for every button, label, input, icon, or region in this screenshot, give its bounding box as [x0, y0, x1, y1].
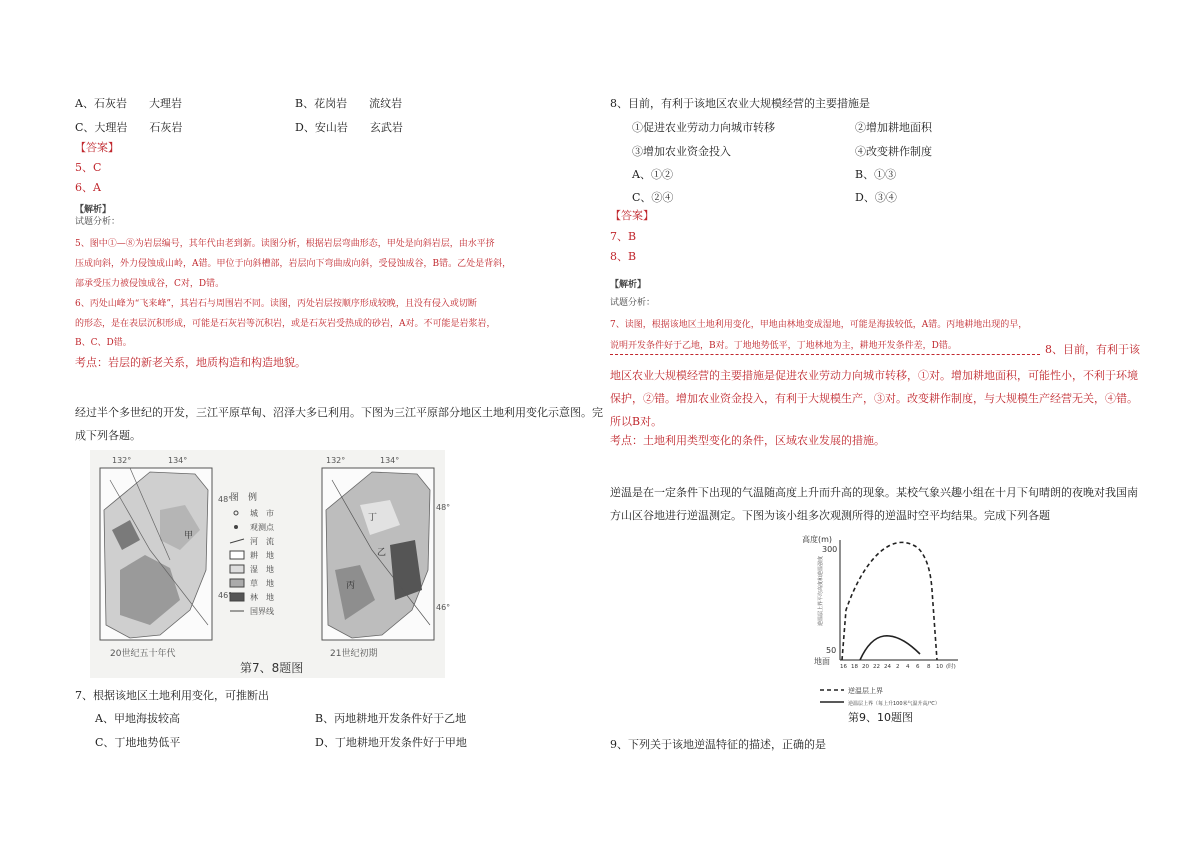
- y-tick-ground: 地面: [814, 657, 830, 666]
- analysis-line: 6、丙处山峰为“飞来峰”，其岩石与周围岩不同。读图，丙处岩层按顺序形成较晚，且没有侵入或切断: [75, 299, 477, 309]
- lat-label: 46°: [218, 591, 233, 600]
- q6-option-c: C、大理岩 石灰岩: [75, 121, 183, 134]
- x-tick: 16: [840, 664, 847, 670]
- x-tick: 2: [896, 664, 900, 670]
- lon-label: 132°: [326, 456, 346, 465]
- q7-option-b: B、丙地耕地开发条件好于乙地: [315, 712, 467, 725]
- legend-item: 观测点: [250, 523, 274, 532]
- legend-title: 图 例: [230, 493, 258, 503]
- map-caption-right: 21世纪初期: [330, 649, 378, 659]
- analysis-7-line: 说明开发条件好于乙地，B对。丁地地势低平，丁地林地为主，耕地开发条件差，D错。: [610, 341, 957, 351]
- inversion-intensity-curve: [860, 636, 920, 660]
- legend-item: 草 地: [250, 579, 274, 588]
- answer-title-left: 【答案】: [75, 141, 119, 154]
- legend-item: 城 市: [250, 509, 274, 518]
- legend-item: 耕 地: [250, 551, 274, 560]
- legend-item: 林 地: [250, 593, 274, 602]
- legend-item: 逆温层上界（每上升100米气温升高/℃）: [848, 701, 940, 707]
- answer-7: 7、B: [610, 230, 637, 243]
- analysis-line: 部承受压力被侵蚀成谷，C对，D错。: [75, 279, 225, 289]
- q8-stem: 8、目前，有利于该地区农业大规模经营的主要措施是: [610, 97, 870, 110]
- map-figure-title: 第7、8题图: [240, 661, 304, 675]
- analysis-subtitle-left: 试题分析：: [75, 217, 121, 227]
- analysis-title-right: 【解析】: [610, 280, 647, 290]
- analysis-7-line: 7、读图，根据该地区土地利用变化，甲地由林地变成湿地，可能是海拔较低，A错。丙地耕地出现的早，: [610, 320, 1028, 330]
- q8-choice-3: ③增加农业资金投入: [632, 145, 731, 158]
- x-tick: 4: [906, 664, 910, 670]
- y-tick: 300: [822, 545, 838, 554]
- q8-option-c: C、②④: [632, 191, 674, 204]
- q6-option-b: B、花岗岩 流纹岩: [295, 97, 403, 110]
- map-point-label: 甲: [184, 531, 194, 541]
- analysis-line: 压成向斜，外力侵蚀成山岭，A错。甲位于向斜槽部，岩层向下弯曲成向斜，受侵蚀成谷，B错。乙处是背斜，: [75, 259, 512, 269]
- y-tick: 50: [826, 646, 837, 655]
- analysis-8-start: 8、目前，有利于该: [1045, 343, 1140, 356]
- analysis-subtitle-right: 试题分析：: [610, 298, 656, 308]
- analysis-line: B、C、D错。: [75, 338, 132, 348]
- intro-paragraph-line: 成下列各题。: [75, 429, 141, 442]
- legend-item: 逆温层上界: [848, 687, 883, 695]
- land-use-map-figure: [90, 450, 451, 678]
- lat-label: 48°: [218, 495, 233, 504]
- legend-item: 河 流: [250, 537, 274, 546]
- q8-option-a: A、①②: [632, 168, 673, 181]
- lon-label: 134°: [380, 456, 400, 465]
- analysis-line: 5、图中①—⑧为岩层编号，其年代由老到新。读图分析，根据岩层弯曲形态，甲处是向斜岩层，由水平挤: [75, 239, 495, 249]
- q8-option-b: B、①③: [855, 168, 897, 181]
- chart-ylabel: 高度(m): [802, 535, 833, 544]
- answer-5: 5、C: [75, 161, 102, 174]
- kaodian-left: 考点：岩层的新老关系，地质构造和构造地貌。: [75, 356, 306, 369]
- x-tick: 8: [927, 664, 931, 670]
- x-tick: 24: [884, 664, 891, 670]
- q7-option-d: D、丁地耕地开发条件好于甲地: [315, 736, 467, 749]
- inversion-upper-curve: [842, 542, 937, 660]
- answer-title-right: 【答案】: [610, 209, 654, 222]
- answer-6: 6、A: [75, 181, 101, 194]
- legend-item: 国界线: [250, 607, 274, 616]
- q9-stem: 9、下列关于该地逆温特征的描述，正确的是: [610, 738, 826, 751]
- analysis-8-line: 所以B对。: [610, 415, 663, 428]
- q8-choice-4: ④改变耕作制度: [855, 145, 932, 158]
- map-point-label: 丙: [346, 581, 356, 591]
- chart-ylabel-rotated: 逆温层上界平均高度和逆温强度: [818, 555, 824, 626]
- lat-label: 48°: [436, 503, 451, 512]
- intro-paragraph-line: 逆温是在一定条件下出现的气温随高度上升而升高的现象。某校气象兴趣小组在十月下旬晴朗的夜晚对我国南: [610, 486, 1138, 499]
- q6-option-d: D、安山岩 玄武岩: [295, 121, 403, 134]
- x-tick: 10: [936, 664, 943, 670]
- q8-choice-2: ②增加耕地面积: [855, 121, 932, 134]
- x-tick: 22: [873, 664, 880, 670]
- x-tick: 20: [862, 664, 869, 670]
- q8-option-d: D、③④: [855, 191, 897, 204]
- legend-item: 湿 地: [250, 565, 274, 574]
- inversion-chart-figure: [800, 530, 970, 725]
- answer-8: 8、B: [610, 250, 637, 263]
- q7-option-c: C、丁地地势低平: [95, 736, 181, 749]
- lon-label: 132°: [112, 456, 132, 465]
- x-tick: 18: [851, 664, 858, 670]
- lon-label: 134°: [168, 456, 188, 465]
- analysis-line: 的形态，是在表层沉积形成，可能是石灰岩等沉积岩，或是石灰岩受热成的砂岩，A对。不可能是岩浆岩，: [75, 319, 496, 329]
- q8-choice-1: ①促进农业劳动力向城市转移: [632, 121, 775, 134]
- map-point-label: 丁: [368, 513, 378, 523]
- intro-paragraph-line: 经过半个多世纪的开发，三江平原草甸、沼泽大多已利用。下图为三江平原部分地区土地利用变化示意图。完: [75, 406, 603, 419]
- analysis-title-left: 【解析】: [75, 205, 112, 215]
- lat-label: 46°: [436, 603, 451, 612]
- analysis-8-line: 保护，②错。增加农业资金投入，有利于大规模生产，③对。改变耕作制度，与大规模生产经营无关，④错。: [610, 392, 1138, 405]
- q7-stem: 7、根据该地区土地利用变化，可推断出: [75, 689, 269, 702]
- map-point-label: 乙: [377, 548, 387, 558]
- q6-option-a: A、石灰岩 大理岩: [75, 97, 182, 110]
- analysis-8-line: 地区农业大规模经营的主要措施是促进农业劳动力向城市转移，①对。增加耕地面积，可能性小，不利于环境: [610, 369, 1138, 382]
- chart-figure-title: 第9、10题图: [848, 711, 913, 724]
- kaodian-right: 考点：土地利用类型变化的条件，区域农业发展的措施。: [610, 434, 885, 447]
- x-tick: 6: [916, 664, 920, 670]
- q7-option-a: A、甲地海拔较高: [95, 712, 180, 725]
- intro-paragraph-line: 方山区谷地进行逆温测定。下图为该小组多次观测所得的逆温时空平均结果。完成下列各题: [610, 509, 1050, 522]
- x-unit: (时): [946, 664, 956, 670]
- map-caption-left: 20世纪五十年代: [110, 649, 176, 659]
